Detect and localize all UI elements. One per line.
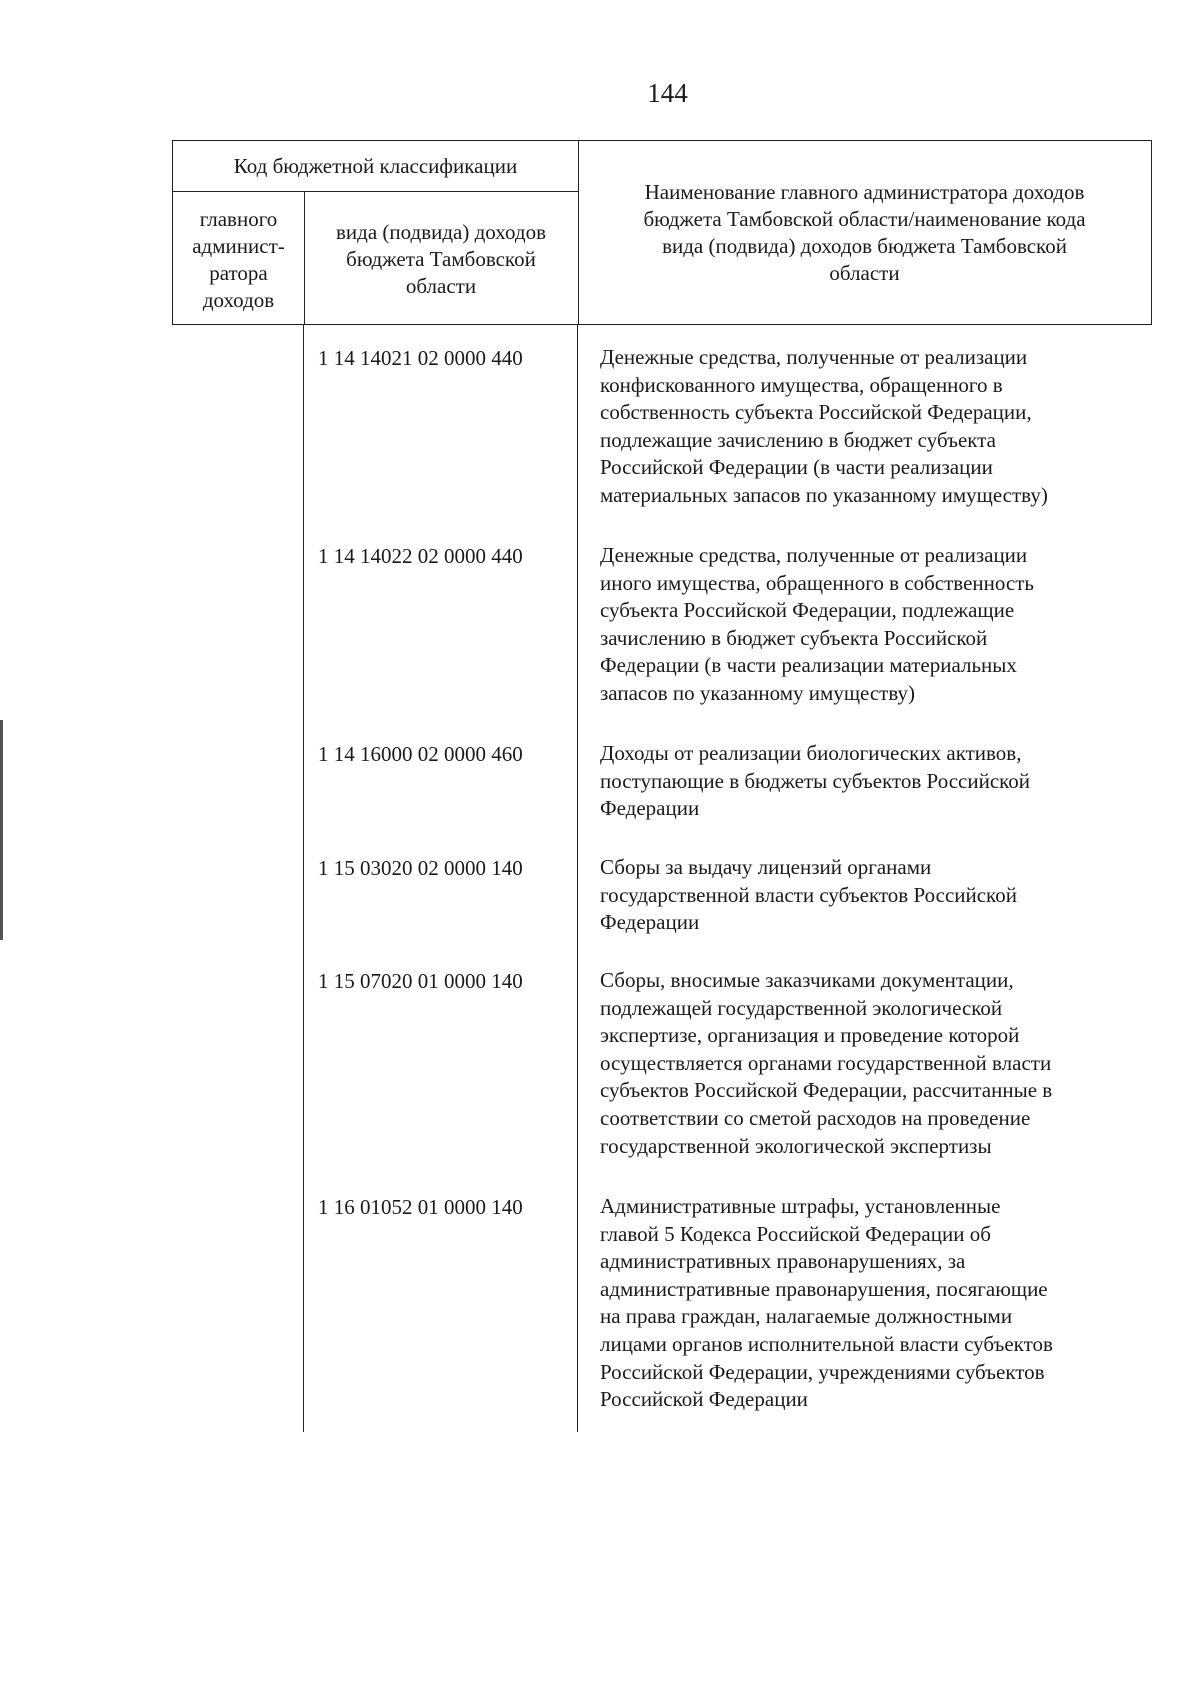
header-col-name: Наименование главного администратора доходов бюджета Тамбовской области/наименование кода вида (подвида) доходов бюджета Тамбовской области (643, 180, 1086, 285)
row-description: Денежные средства, полученные от реализации конфискованного имущества, обращенного в собственность субъекта Российской Федерации, подлежащие зачислению в бюджет субъекта Российской Федерации (в части реализации материальных запасов по указанному имуществу) (600, 345, 1048, 507)
body-divider-right (577, 325, 578, 1432)
row-code: 1 14 16000 02 0000 460 (318, 742, 523, 766)
row-description: Денежные средства, полученные от реализации иного имущества, обращенного в собственность субъекта Российской Федерации, подлежащие зачислению в бюджет субъекта Российской Федерации (в части реализации материальных запасов по указанному имуществу) (600, 543, 1034, 705)
table-header (172, 140, 1152, 325)
row-code: 1 16 01052 01 0000 140 (318, 1195, 523, 1219)
header-col-code: вида (подвида) доходов бюджета Тамбовской области (336, 220, 546, 298)
row-code: 1 15 03020 02 0000 140 (318, 856, 523, 880)
row-description: Сборы, вносимые заказчиками документации, подлежащей государственной экологической экспертизе, организация и проведение которой осуществляется органами государственной власти субъектов Российской Федерации, рассчитанные в соответствии со сметой расходов на проведение государственной экологической экспертизы (600, 968, 1053, 1158)
page-number: 144 (647, 78, 688, 108)
header-group-title: Код бюджетной классификации (233, 154, 518, 178)
row-code: 1 14 14022 02 0000 440 (318, 544, 523, 568)
row-code: 1 15 07020 01 0000 140 (318, 969, 523, 993)
row-code: 1 14 14021 02 0000 440 (318, 346, 523, 370)
row-description: Доходы от реализации биологических активов, поступающие в бюджеты субъектов Российской Федерации (600, 741, 1031, 821)
row-description: Сборы за выдачу лицензий органами государственной власти субъектов Российской Федерации (600, 855, 1017, 935)
scan-edge-mark (0, 720, 3, 940)
body-divider-left (303, 325, 304, 1432)
header-col-admin: главного админист- ратора доходов (192, 207, 285, 312)
row-description: Административные штрафы, установленные главой 5 Кодекса Российской Федерации об административных правонарушениях, за административные правонарушения, посягающие на права граждан, налагаемые должностными лицами органов исполнительной власти субъектов Российской Федерации, учреждениями субъектов Российской Федерации (600, 1194, 1053, 1412)
header-group-underline (173, 191, 578, 192)
